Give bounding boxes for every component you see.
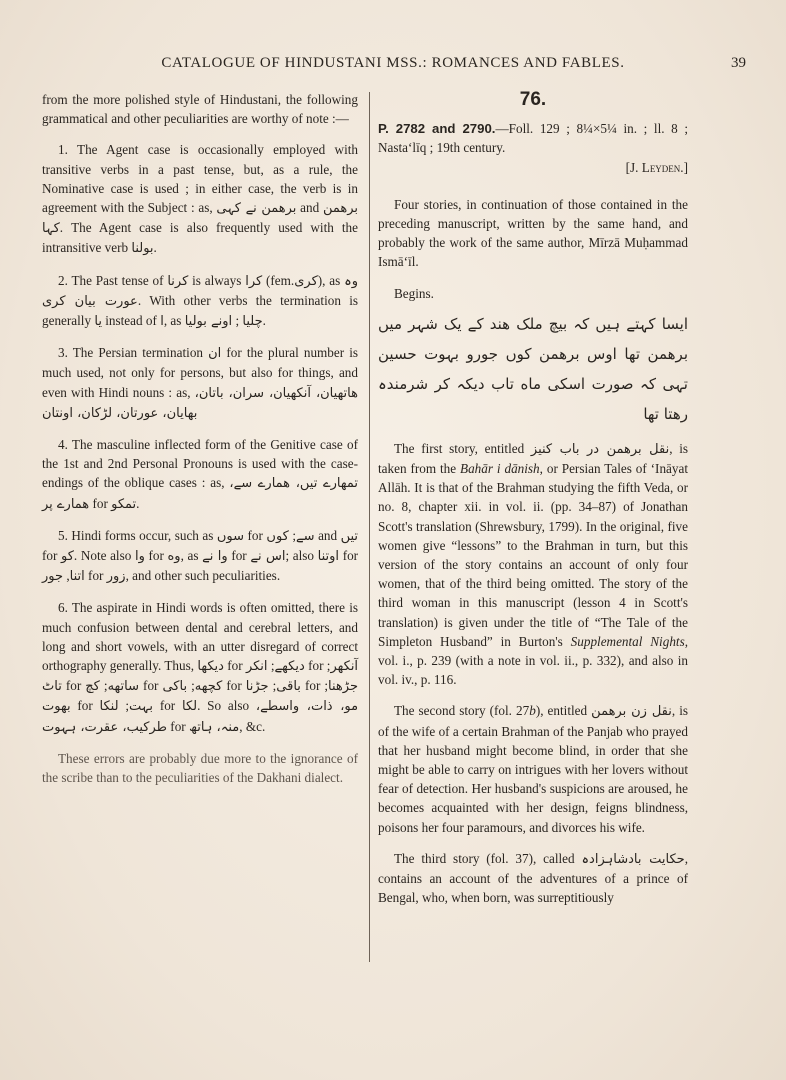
text: for xyxy=(231,548,247,564)
text: for the plural number is much used, not only for persons, but also for things, and even with Hindi nouns : as, xyxy=(42,345,359,400)
urdu-example: ا xyxy=(160,314,164,330)
text: ; xyxy=(272,678,277,694)
text: (fem. xyxy=(266,272,295,288)
left-column xyxy=(42,90,358,799)
text: The first story, entitled xyxy=(394,440,525,456)
urdu-example: زور xyxy=(106,569,126,585)
third-story-paragraph xyxy=(378,849,688,908)
urdu-example: لنکا xyxy=(99,699,119,715)
text: for xyxy=(227,658,243,674)
text: for xyxy=(342,548,359,564)
urdu-example: دیکها xyxy=(197,659,224,675)
physical-description: —Foll. 129 ; 8¼×5¼ in. ; ll. 8 ; Nastaʻlīq ; 19th century. xyxy=(378,121,688,156)
urdu-example: هاتهیان، آنکهیان، سران، باتان، بهایان، عورتان، لڑکان، اونتان xyxy=(42,385,358,421)
urdu-example: یا xyxy=(94,314,102,330)
urdu-example: مو، ذات، واسطے، طرکیب، عقرت، ہہوت xyxy=(42,699,359,735)
text: for xyxy=(92,495,108,511)
urdu-title: نقل زن برهمن xyxy=(591,704,672,720)
text: for xyxy=(247,527,263,543)
text: , is taken from the xyxy=(378,440,689,477)
text: The third story (fol. 37), called xyxy=(394,850,575,866)
text: for xyxy=(226,678,242,694)
text: for xyxy=(148,548,164,564)
urdu-example: اوتنا xyxy=(317,549,340,565)
text: . xyxy=(262,313,266,329)
shelfmark: P. 2782 and 2790. xyxy=(378,121,496,137)
urdu-example: وا نے xyxy=(202,549,228,565)
urdu-title: حکایت بادشاہزادہ xyxy=(581,851,685,867)
urdu-example: سوں xyxy=(216,528,245,544)
text: 4. The masculine inflected form of the Genitive case of the 1st and 2nd Personal Pronouns is used with the case-endings of the oblique cases : as, xyxy=(42,437,358,491)
italic-title: Supplemental Nights xyxy=(570,633,685,649)
text: instead of xyxy=(105,313,157,329)
urdu-example: انکر xyxy=(245,659,268,675)
column-divider xyxy=(369,92,370,962)
text: for xyxy=(170,718,186,734)
urdu-example: کچ xyxy=(85,679,100,695)
author-attribution xyxy=(378,158,688,177)
text: for xyxy=(77,698,93,714)
urdu-example: لکا xyxy=(181,699,198,715)
text: . With other verbs the termination is generally xyxy=(42,292,358,329)
text: ), as xyxy=(317,272,341,288)
urdu-example: تمهارے تیں، همارے سے، همارے پر xyxy=(42,476,359,512)
urdu-example: اونے بولیا xyxy=(184,314,233,330)
closing-paragraph: These errors are probably due more to the ignorance of the scribe than to the peculiarities of the Dakhani dialect. xyxy=(42,750,358,786)
text: ; xyxy=(270,658,275,674)
note-2 xyxy=(42,271,358,332)
note-4 xyxy=(42,435,358,514)
urdu-example: بولنا xyxy=(131,241,154,257)
text: for xyxy=(65,678,82,694)
urdu-example: وه xyxy=(167,549,181,565)
text: . xyxy=(136,495,140,511)
text: , xyxy=(66,568,70,584)
begins-label: Begins. xyxy=(394,285,434,301)
text: for xyxy=(42,548,58,564)
text: ; xyxy=(125,698,130,714)
header-title: CATALOGUE OF HINDUSTANI MSS.: ROMANCES AND FABLES. xyxy=(161,55,625,71)
text: 1. The Agent case is occasionally employed with transitive verbs in a past tense, but, as a rule, the Nominative case is used ; in either case, the verb is in agreement with the Subject : as, xyxy=(42,142,358,216)
urdu-example: تاٹ xyxy=(42,679,62,695)
text: for xyxy=(159,698,176,714)
urdu-example: باقی xyxy=(276,679,301,695)
text: The second story (fol. 27 xyxy=(394,703,530,719)
note-1 xyxy=(42,140,358,258)
author-name: [J. Leyden.] xyxy=(625,159,688,175)
text: , &c. xyxy=(239,718,266,734)
first-story-paragraph xyxy=(378,439,688,690)
text: , is of the wife of a certain Brahman of the Panjab who prayed that her husband might become blind, in order that she might be able to carry on intrigues with her lovers without fear of detection. Her husband's suspicions are aroused, he becomes acquainted with her design, feigns blindness, poisons her four paramours, and divorces his wife. xyxy=(378,703,689,835)
urdu-example: کوں xyxy=(266,528,289,544)
urdu-example: جڑهنا xyxy=(328,679,358,695)
urdu-example: کری xyxy=(294,273,318,289)
text: . xyxy=(153,240,157,256)
italic-folio: b xyxy=(529,703,536,719)
intro-paragraph: from the more polished style of Hindustani, the following grammatical and other peculiarities are worthy of note :— xyxy=(42,92,358,127)
text: is always xyxy=(192,272,242,288)
note-5 xyxy=(42,526,358,587)
text: ; xyxy=(326,658,331,674)
urdu-example: ساتهه xyxy=(107,679,140,695)
urdu-title: نقل برهمن در باب کنیز xyxy=(530,441,670,457)
text: ; xyxy=(324,678,329,694)
urdu-opening-text: ایسا کہتے ہیں کہ بیچ ملک هند کے یک شہر میں برهمن تها اوس برهمن کوں جورو بہوت حسین تہی کہ صورت اسکی ماه تاب دیکہ کر شرمندہ رهتا تها xyxy=(378,314,688,423)
text: ; xyxy=(103,678,108,694)
urdu-example: بهوت xyxy=(42,699,71,715)
text: ; xyxy=(191,678,195,694)
urdu-example: ان xyxy=(208,346,222,362)
urdu-example: بہت xyxy=(129,699,154,715)
text: for xyxy=(304,678,321,694)
text: . Note also xyxy=(73,548,132,564)
text: . The Agent case is also frequently used with the intransitive verb xyxy=(42,220,358,256)
text: , vol. i., p. 239 (with a note in vol. ii., p. 332), and also in vol. iv., p. 116. xyxy=(378,633,689,688)
urdu-example: کرنا xyxy=(167,273,189,289)
text: ; xyxy=(292,527,297,543)
entry-number: 76. xyxy=(519,89,547,110)
text: ), entitled xyxy=(535,703,588,719)
urdu-example: وہ عورت بیان کری xyxy=(42,273,358,309)
urdu-example: کچهه xyxy=(194,679,223,695)
text: ; xyxy=(235,313,240,329)
urdu-example: اتنا xyxy=(69,569,85,585)
urdu-example: دیکهے xyxy=(274,659,305,675)
text: 2. The Past tense of xyxy=(58,272,164,288)
second-story-paragraph xyxy=(378,701,688,836)
text: , or Persian Tales of ʻInāyat Allāh. It is that of the Brahman studying the fifth Veda, or no. 8, chapter xii. in vol. ii. (pp. 34–87) of Jonathan Scott's translation (Shrewsbury, 1799). In the original, five women give “lessons” to the Brahman in turn, but this version of the story contains an account of only four women, that of the third being omitted. The story of the third woman in this manuscript (lesson 4 in Scott's translation) is given under the title of “The Tale of the Simpleton Husband” in Burton's xyxy=(378,461,689,649)
urdu-example: تمکو xyxy=(111,496,137,512)
text: , and other such peculiarities. xyxy=(125,568,281,584)
page-number: 39 xyxy=(731,55,746,71)
shelfmark-line xyxy=(378,119,688,157)
text: , as xyxy=(163,313,182,329)
urdu-example: جڑنا xyxy=(245,679,269,695)
text: and xyxy=(300,200,320,216)
urdu-example: منہ، ہاتھ xyxy=(188,719,240,735)
urdu-example: برهمن نے کہی xyxy=(216,201,297,217)
urdu-example: کو xyxy=(61,549,74,565)
description-paragraph: Four stories, in continuation of those contained in the preceding manuscript, written by the same hand, and probably the work of the same author, Mīrzā Muḥammad Ismāʻīl. xyxy=(378,196,688,270)
text: , as xyxy=(180,548,199,564)
text: 5. Hindi forms occur, such as xyxy=(58,527,214,543)
text: . So also xyxy=(197,698,250,714)
right-column xyxy=(378,90,688,920)
urdu-example: جور xyxy=(42,569,64,585)
text: , contains an account of the adventures of a prince of Bengal, who, when born, was surreptitiously xyxy=(378,850,688,906)
urdu-example: باکی xyxy=(162,679,188,695)
urdu-example: آنکهر xyxy=(330,659,359,675)
running-header xyxy=(40,55,746,77)
text: 3. The Persian termination xyxy=(58,345,204,361)
text: ; also xyxy=(285,548,315,564)
text: for xyxy=(308,658,324,674)
urdu-example: اس نے xyxy=(250,549,286,565)
italic-title: Bahār i dānish xyxy=(460,461,540,477)
text: for xyxy=(88,568,104,584)
text: for xyxy=(143,678,159,694)
note-6 xyxy=(42,598,358,736)
urdu-example: چلیا xyxy=(242,314,263,330)
urdu-example: سے xyxy=(296,528,315,544)
urdu-example: تیں xyxy=(340,528,359,544)
urdu-example: وا xyxy=(134,549,145,565)
urdu-example: کرا xyxy=(245,273,263,289)
urdu-example: برهمن کہا xyxy=(42,201,359,237)
text: and xyxy=(318,527,338,543)
text: 6. The aspirate in Hindi words is often omitted, there is much confusion between dental and cerebral letters, and long and short vowels, with an utter disregard of correct orthography generally. Thus, xyxy=(42,600,358,674)
note-3 xyxy=(42,343,358,423)
